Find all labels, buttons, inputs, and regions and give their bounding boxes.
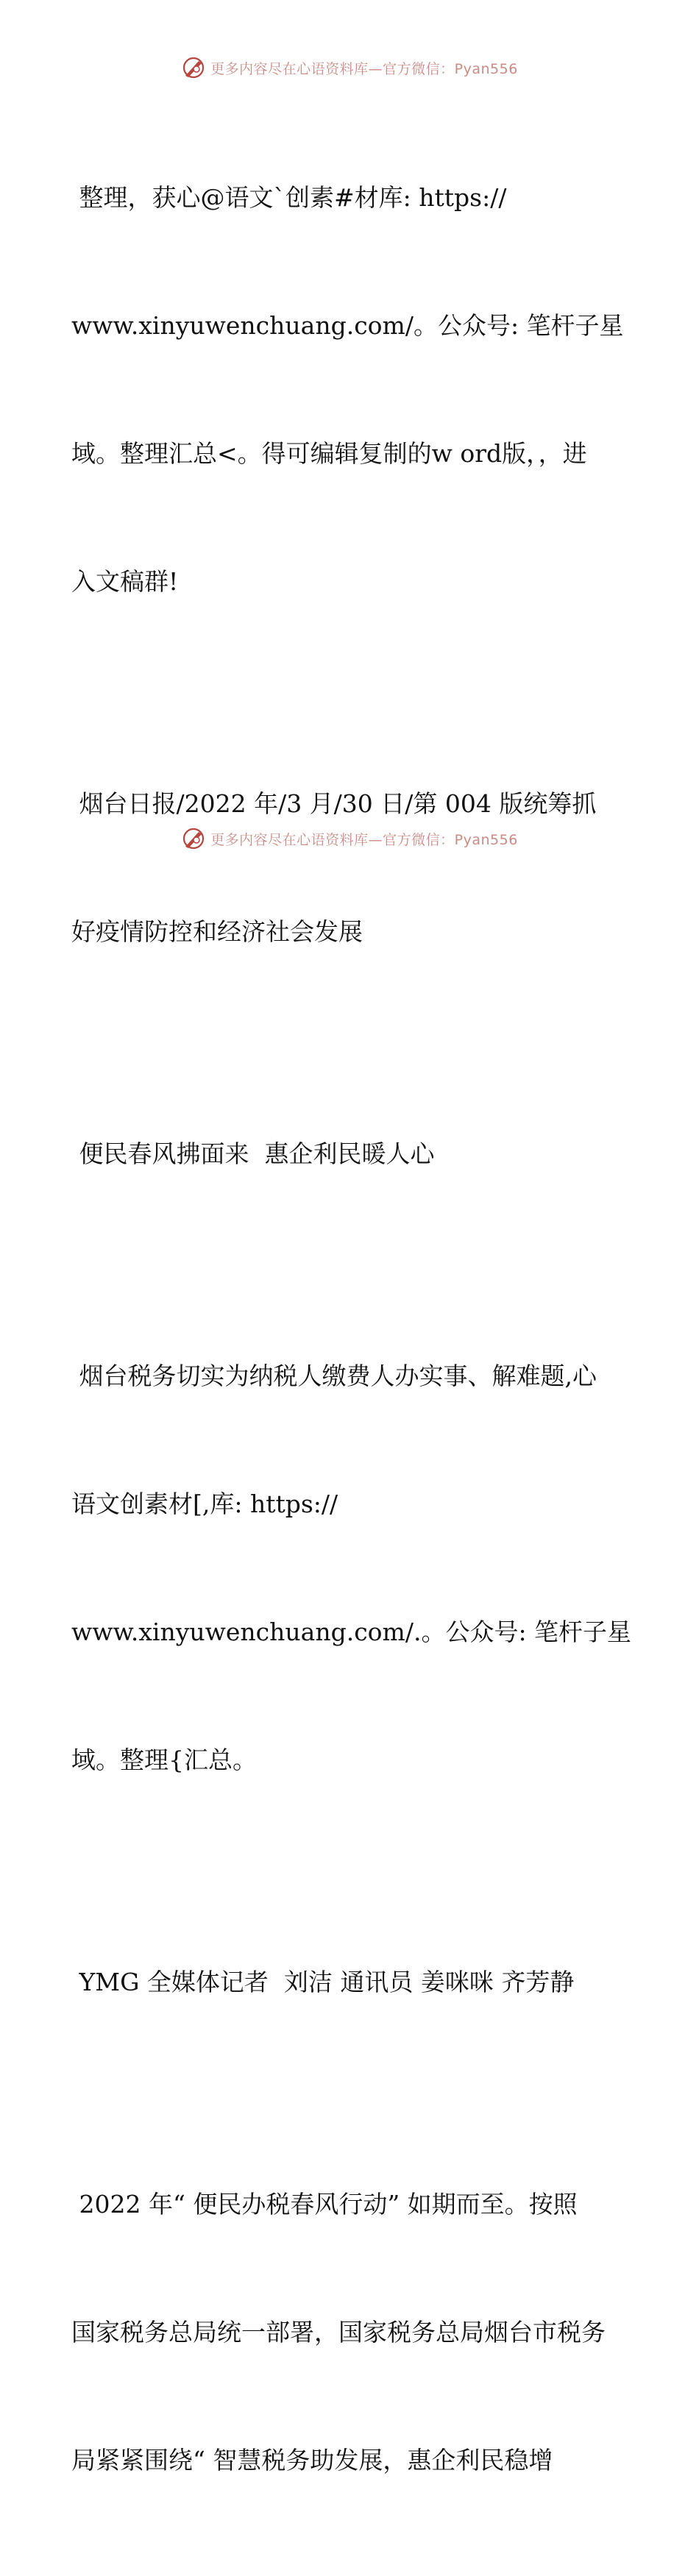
text-line: 入文稿群!: [71, 567, 179, 596]
text-line: www.xinyuwenchuang.com/。公众号: 笔杆子星: [71, 311, 624, 340]
pen-circle-logo-icon: [181, 55, 206, 80]
text-line: 便民春风拂面来 惠企利民暖人心: [71, 1139, 435, 1168]
text-line: YMG 全媒体记者 刘洁 通讯员 姜咪咪 齐芳静: [71, 1968, 575, 1996]
footer-watermark: [0, 824, 699, 853]
text-line: 烟台税务切实为纳税人缴费人办实事、解难题,心: [71, 1362, 597, 1390]
text-line: 局紧紧围绕“ 智慧税务助发展，惠企利民稳增: [71, 2446, 553, 2474]
paragraph-source-note: [71, 91, 631, 689]
watermark-text: 更多内容尽在心语资料库—官方微信：Pyan556: [210, 831, 518, 848]
pen-circle-logo-icon: [181, 826, 206, 851]
text-line: www.xinyuwenchuang.com/.。公众号: 笔杆子星: [71, 1618, 632, 1646]
watermark-text: 更多内容尽在心语资料库—官方微信：Pyan556: [210, 60, 518, 77]
paragraph-body: [71, 2098, 631, 2567]
text-line: 国家税务总局统一部署，国家税务总局烟台市税务: [71, 2318, 606, 2346]
text-line: 语文创素材[,库: https://: [71, 1490, 338, 1518]
text-line: 整理，获心@语文`创素#材库: https://: [71, 183, 507, 212]
article-title: [71, 1047, 631, 1261]
byline: [71, 1876, 631, 2089]
header-watermark: [0, 53, 699, 82]
article-subtitle: [71, 1270, 631, 1867]
paragraph-publication: [71, 697, 631, 1039]
text-line: 域。整理汇总<。得可编辑复制的w ord版，，进: [71, 439, 587, 468]
text-line: 好疫情防控和经济社会发展: [71, 917, 363, 946]
text-line: 烟台日报/2022 年/3 月/30 日/第 004 版统筹抓: [71, 789, 597, 818]
text-line: 2022 年“ 便民办税春风行动” 如期而至。按照: [71, 2190, 578, 2219]
text-line: 域。整理{汇总。: [71, 1746, 257, 1774]
document-body: [71, 91, 631, 2576]
